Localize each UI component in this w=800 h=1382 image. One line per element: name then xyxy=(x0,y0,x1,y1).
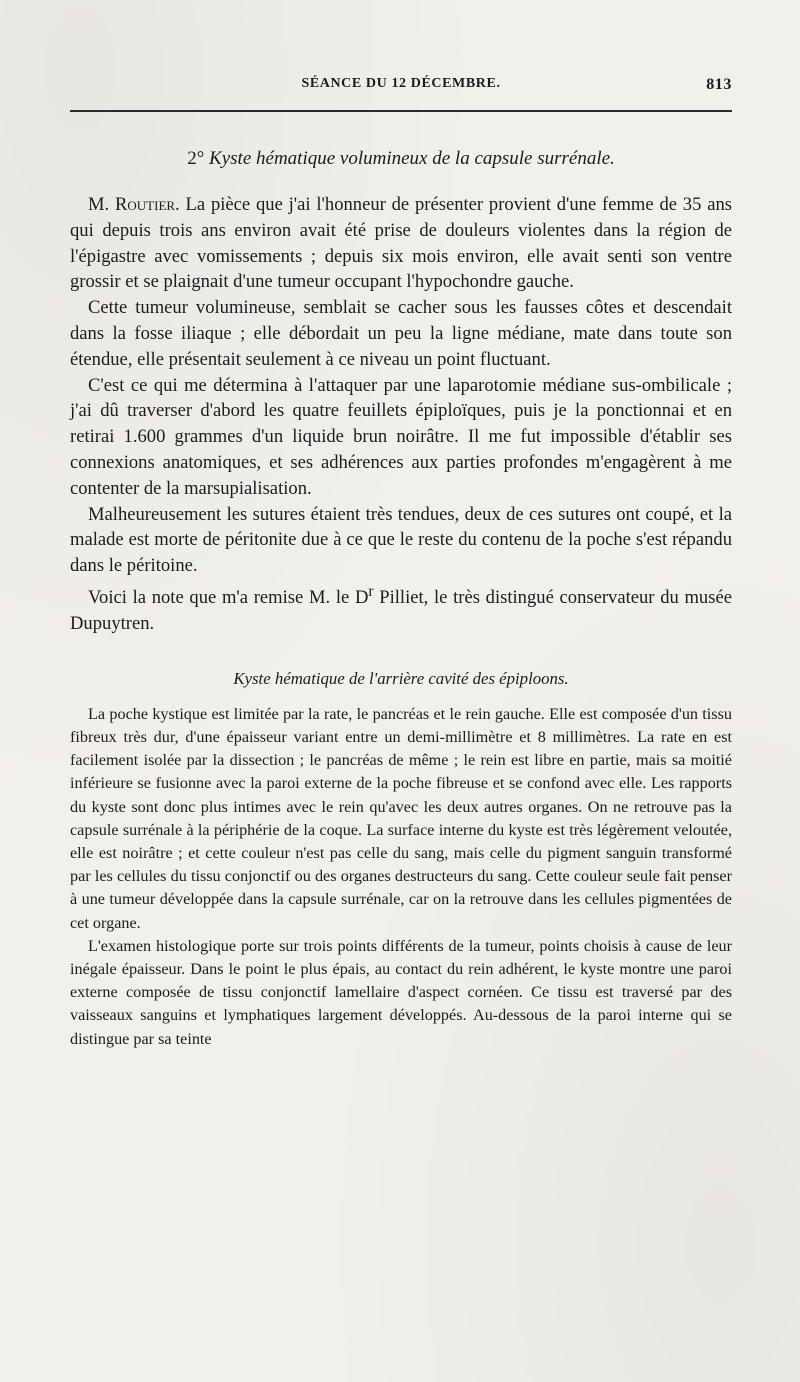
paragraph: La poche kystique est limitée par la rate, le pancréas et le rein gauche. Elle est composée d'un tissu fibreux très dur, d'une épaisseur variant entre un demi-millimètre et 8 millimètres. La rate en est facilement isolée par la dissection ; le pancréas de même ; le rein est libre en partie, mais sa moitié inférieure se fusionne avec la paroi externe de la poche fibreuse et se confond avec elle. Les rapports du kyste sont donc plus intimes avec le rein qu'avec les deux autres organes. On ne retrouve pas la capsule surrénale à la périphérie de la coque. La surface interne du kyste est très légèrement veloutée, elle est noirâtre ; et cette couleur n'est pas celle du sang, mais celle du pigment sanguin transformé par les cellules du tissu conjonctif ou des organes destructeurs du sang. Cette couleur seule fait penser à une tumeur développée dans la capsule surrénale, car on la retrouve dans les cellules pigmentées de cet organe. xyxy=(70,704,732,932)
running-head xyxy=(70,76,732,100)
paragraph: L'examen histologique porte sur trois points différents de la tumeur, points choisis à cause de leur inégale épaisseur. Dans le point le plus épais, au contact du rein adhérent, le kyste montre une paroi externe composée de tissu conjonctif lamellaire d'aspect cornéen. Ce tissu est traversé par des vaisseaux sanguins et lymphatiques largement développés. Au-dessous de la paroi interne qui se distingue par sa teinte xyxy=(70,936,732,1048)
paragraph: Cette tumeur volumineuse, semblait se cacher sous les fausses côtes et descendait dans la fosse iliaque ; elle débordait un peu la ligne médiane, mate dans toute son étendue, elle présentait seulement à ce niveau un point fluctuant. xyxy=(70,297,732,370)
intro-text xyxy=(70,192,732,637)
header-rule xyxy=(70,110,732,112)
paragraph: Malheureusement les sutures étaient très tendues, deux de ces sutures ont coupé, et la malade est morte de péritonite due à ce que le reste du contenu de la poche s'est répandu dans le péritoine. xyxy=(70,503,732,577)
speaker-name: Routier. xyxy=(115,194,180,215)
page-content xyxy=(70,148,732,1051)
note-title: Kyste hématique de l'arrière cavité des épiploons. xyxy=(233,668,569,688)
paragraph: C'est ce qui me détermina à l'attaquer par une laparotomie médiane sus-ombilicale ; j'ai dû traverser d'abord les quatre feuillets épiploïques, puis je la ponctionnai et en retirai 1.600 grammes d'un liquide brun noirâtre. Il me fut impossible d'établir ses connexions anatomiques, et ses adhérences aux parties profondes m'engagèrent à me contenter de la marsupialisation. xyxy=(70,374,732,499)
paragraph-text: Pilliet, le très distingué conservateur du musée Dupuytren. xyxy=(70,587,732,634)
note-text xyxy=(70,703,732,1051)
section-number: 2° xyxy=(187,148,205,169)
superscript: r xyxy=(368,582,374,600)
paragraph xyxy=(70,579,732,637)
running-title: SÉANCE DU 12 DÉCEMBRE. xyxy=(301,76,501,91)
page-number: 813 xyxy=(706,76,732,93)
section-title xyxy=(70,148,732,170)
paragraph-text: La pièce que j'ai l'honneur de présenter provient d'une femme de 35 ans qui depuis trois ans environ avait été prise de douleurs violentes dans la région de l'épigastre avec vomissements ; depuis six mois environ, elle avait senti son ventre grossir et se plaignait d'une tumeur occupant l'hypochondre gauche. xyxy=(70,194,732,293)
paragraph-text: Voici la note que m'a remise M. le D xyxy=(88,587,369,609)
speaker-prefix: M. xyxy=(88,194,110,215)
paragraph xyxy=(70,192,732,295)
section-title-text: Kyste hématique volumineux de la capsule surrénale. xyxy=(209,148,615,169)
